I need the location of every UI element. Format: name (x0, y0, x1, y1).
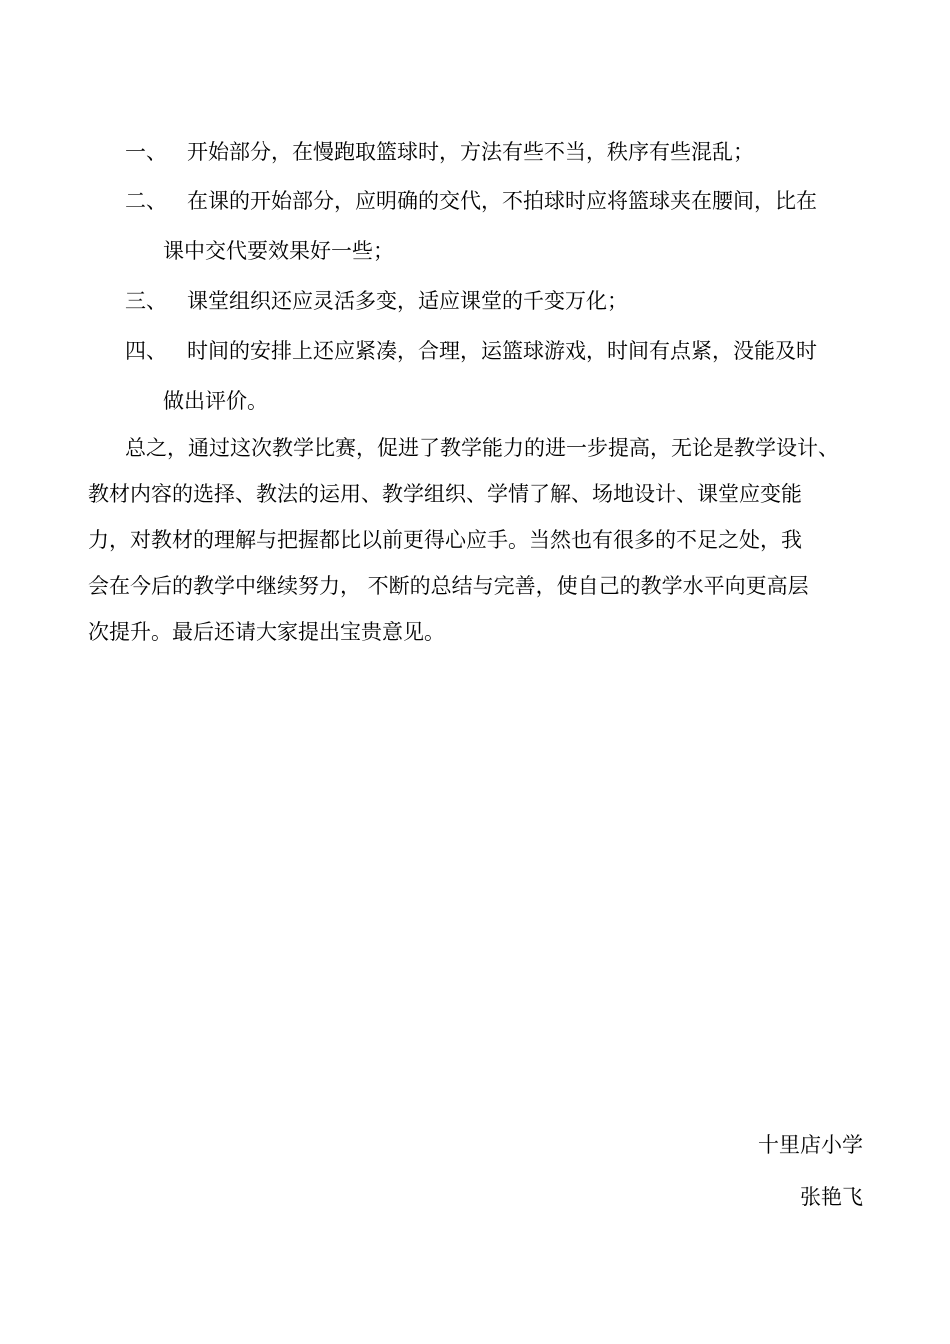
item-number: 一、 (125, 140, 167, 164)
item-text-line: 做出评价。 (163, 389, 268, 413)
item-text-line: 开始部分，在慢跑取篮球时，方法有些不当，秩序有些混乱； (187, 140, 754, 164)
list-item-3 (125, 276, 870, 326)
summary-line: 次提升。最后还请大家提出宝贵意见。 (88, 620, 445, 644)
summary-line: 会在今后的教学中继续努力， 不断的总结与完善，使自己的教学水平向更高层 (88, 574, 809, 598)
signature-school: 十里店小学 (758, 1133, 863, 1157)
summary-paragraph (88, 425, 868, 655)
item-number: 二、 (125, 189, 167, 213)
list-item-1 (125, 127, 870, 177)
summary-line: 教材内容的选择、教法的运用、教学组织、学情了解、场地设计、课堂应变能 (88, 482, 802, 506)
item-number: 四、 (125, 339, 167, 363)
summary-line: 总之，通过这次教学比赛，促进了教学能力的进一步提高，无论是教学设计、 (125, 436, 839, 460)
list-item-4 (125, 326, 870, 426)
list-item-2 (125, 176, 870, 276)
item-text-line: 课中交代要效果好一些； (163, 239, 394, 263)
item-text-line: 时间的安排上还应紧凑，合理，运篮球游戏，时间有点紧，没能及时 (187, 339, 817, 363)
item-number: 三、 (125, 289, 167, 313)
summary-line: 力，对教材的理解与把握都比以前更得心应手。当然也有很多的不足之处，我 (88, 528, 802, 552)
item-text-line: 在课的开始部分，应明确的交代，不拍球时应将篮球夹在腰间，比在 (187, 189, 817, 213)
item-text-line: 课堂组织还应灵活多变，适应课堂的千变万化； (187, 289, 628, 313)
signature-name: 张艳飞 (800, 1185, 863, 1209)
